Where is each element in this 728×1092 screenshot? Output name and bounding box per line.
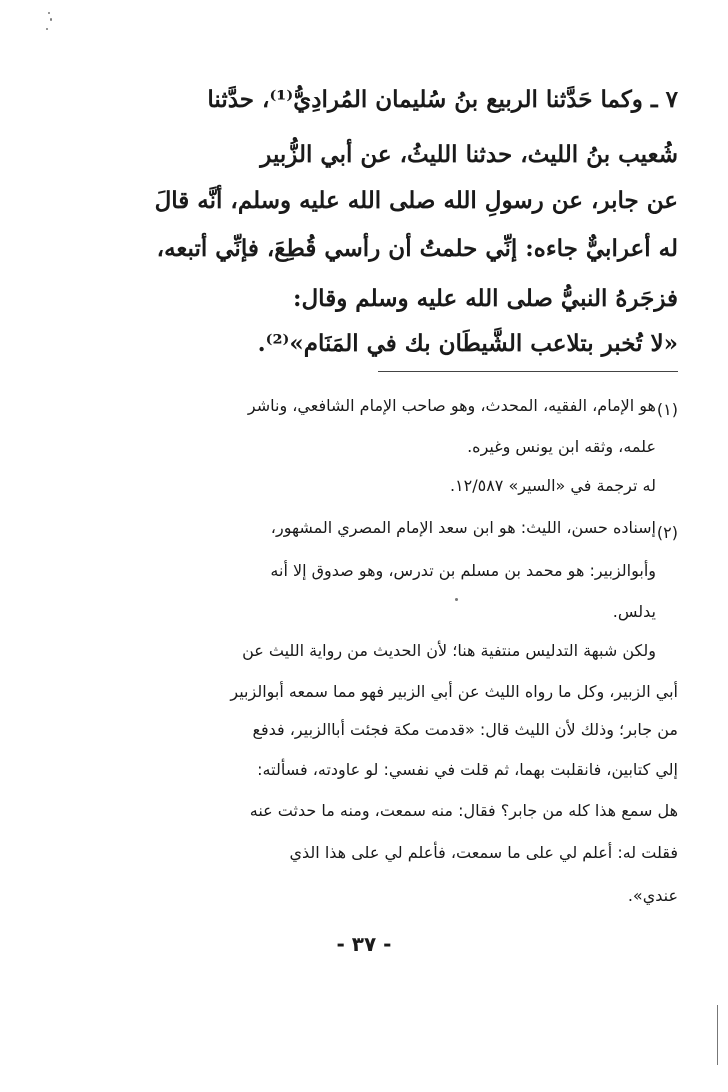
footnote-line: من جابر؛ وذلك لأن الليث قال: «قدمت مكة فجئت أباالزبير، فدفع xyxy=(252,720,678,739)
scan-speck xyxy=(717,1005,718,1065)
footnote-line: عندي». xyxy=(627,886,678,905)
hadith-line: «لا تُخبر بتلاعب الشَّيطَان بك في المَنَام»⁽²⁾. xyxy=(257,330,678,357)
footnote-marker: (٢) xyxy=(656,523,678,542)
footnote-line: له ترجمة في «السير» ١٢/٥٨٧. xyxy=(449,476,656,495)
hadith-line: له أعرابيٌّ جاءه: إنِّي حلمتُ أن رأسي قُطِعَ، فإنِّي أتبعه، xyxy=(156,235,678,262)
page-number: - ٣٧ - xyxy=(336,932,392,956)
footnote-line: هو الإمام، الفقيه، المحدث، وهو صاحب الإمام الشافعي، وناشر xyxy=(247,396,656,415)
scan-speck xyxy=(46,28,48,30)
hadith-line: عن جابر، عن رسولِ الله صلى الله عليه وسلم، أنَّه قالَ xyxy=(154,187,678,214)
scan-speck xyxy=(50,18,52,21)
footnote-line: أبي الزبير، وكل ما رواه الليث عن أبي الزبير فهو مما سمعه أبوالزبير xyxy=(230,682,678,701)
footnote-marker: (١) xyxy=(656,400,678,419)
scan-speck xyxy=(48,12,50,14)
footnote-line: علمه، وثقه ابن يونس وغيره. xyxy=(467,437,656,456)
footnote-line: يدلس. xyxy=(612,602,656,621)
scan-speck xyxy=(455,598,458,601)
footnote-line: إلي كتابين، فانقلبت بهما، ثم قلت في نفسي: لو عاودته، فسألته: xyxy=(257,760,678,779)
hadith-line: شُعيب بنُ الليث، حدثنا الليثُ، عن أبي الزُّبير xyxy=(260,141,678,168)
footnote-line: هل سمع هذا كله من جابر؟ فقال: منه سمعت، ومنه ما حدثت عنه xyxy=(249,801,678,820)
footnote-separator xyxy=(378,371,678,372)
hadith-line: فزجَرهُ النبيُّ صلى الله عليه وسلم وقال: xyxy=(292,285,678,312)
footnote-line: ولكن شبهة التدليس منتفية هنا؛ لأن الحديث من رواية الليث عن xyxy=(242,641,656,660)
hadith-line: ٧ ـ وكما حَدَّثنا الربيع بنُ سُليمان المُرادِيُّ⁽¹⁾، حدَّثنا xyxy=(207,86,678,113)
footnote-line: وأبوالزبير: هو محمد بن مسلم بن تدرس، وهو صدوق إلا أنه xyxy=(270,561,656,580)
footnote-line: إسناده حسن، الليث: هو ابن سعد الإمام المصري المشهور، xyxy=(270,518,656,537)
footnote-line: فقلت له: أعلم لي على ما سمعت، فأعلم لي على هذا الذي xyxy=(289,843,678,862)
